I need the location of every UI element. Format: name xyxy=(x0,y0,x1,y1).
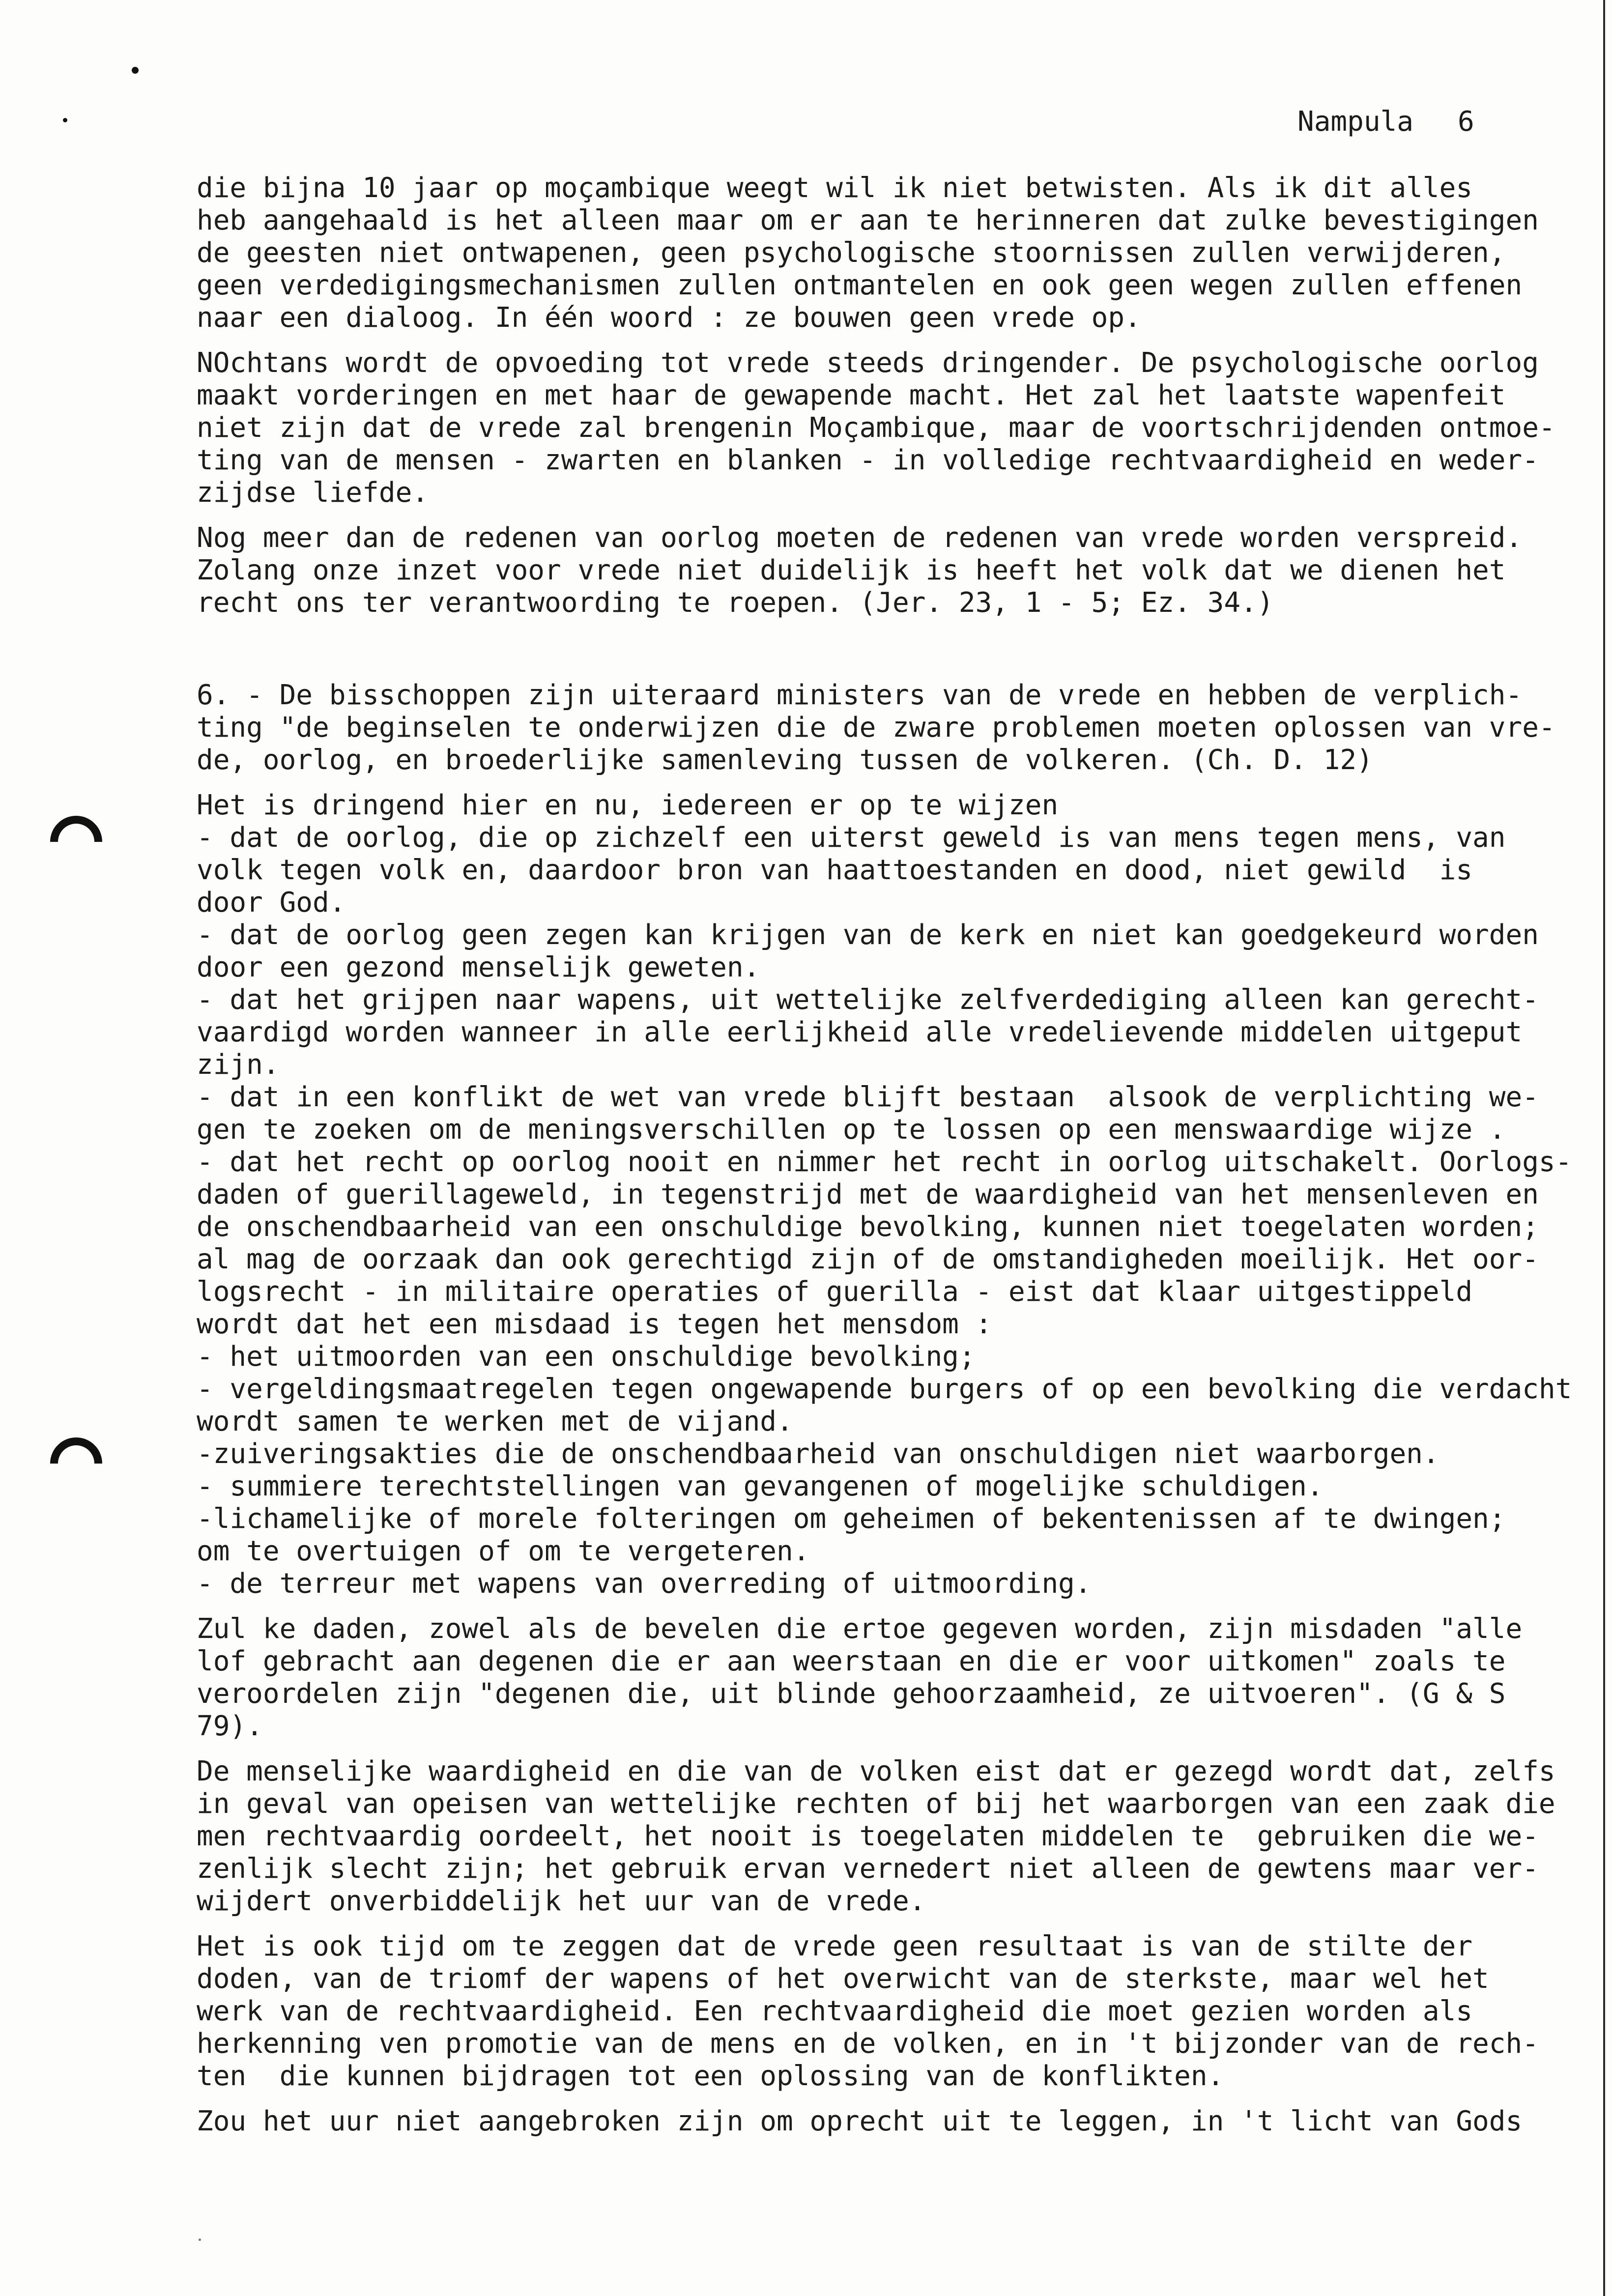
text-line: geen verdedigingsmechanismen zullen ontmantelen en ook geen wegen zullen effenen xyxy=(197,269,1523,301)
list-line: logsrecht - in militaire operaties of guerilla - eist dat klaar uitgestippeld xyxy=(197,1276,1473,1308)
paragraph xyxy=(197,1755,1573,1918)
text-line: maakt vorderingen en met haar de gewapende macht. Het zal het laatste wapenfeit xyxy=(197,379,1506,411)
text-line: in geval van opeisen van wettelijke rechten of bij het waarborgen van een zaak die xyxy=(197,1788,1555,1820)
text-line: 6. - De bisschoppen zijn uiteraard ministers van de vrede en hebben de verplich- xyxy=(197,679,1523,711)
list-line: om te overtuigen of om te vergeteren. xyxy=(197,1535,810,1567)
paragraph xyxy=(197,522,1573,619)
text-line: Nog meer dan de redenen van oorlog moeten de redenen van vrede worden verspreid. xyxy=(197,522,1523,554)
text-line: lof gebracht aan degenen die er aan weerstaan en die er voor uitkomen" zoals te xyxy=(197,1645,1506,1677)
text-line: recht ons ter verantwoording te roepen. (Jer. 23, 1 - 5; Ez. 34.) xyxy=(197,587,1274,619)
list-line: - dat het grijpen naar wapens, uit wettelijke zelfverdediging alleen kan gerecht- xyxy=(197,984,1539,1016)
page-header xyxy=(1297,106,1474,138)
text-line: NOchtans wordt de opvoeding tot vrede steeds dringender. De psychologische oorlog xyxy=(197,347,1539,379)
text-line: naar een dialoog. In één woord : ze bouwen geen vrede op. xyxy=(197,302,1141,334)
text-line: ting van de mensen - zwarten en blanken - in volledige rechtvaardigheid en weder- xyxy=(197,444,1539,476)
scan-speck xyxy=(199,2239,201,2241)
text-line: De menselijke waardigheid en die van de volken eist dat er gezegd wordt dat, zelfs xyxy=(197,1755,1555,1787)
punch-hole-mark xyxy=(39,1427,113,1500)
text-line: Zolang onze inzet voor vrede niet duidelijk is heeft het volk dat we dienen het xyxy=(197,554,1506,586)
paragraph-list xyxy=(197,789,1573,1600)
paragraph xyxy=(197,1930,1573,2093)
scan-edge-line xyxy=(1603,0,1605,2296)
text-line: men rechtvaardig oordeelt, het nooit is toegelaten middelen te gebruiken die we- xyxy=(197,1820,1539,1852)
text-line: werk van de rechtvaardigheid. Een rechtvaardigheid die moet gezien worden als xyxy=(197,1995,1473,2027)
text-line: Het is dringend hier en nu, iedereen er op te wijzen xyxy=(197,789,1059,821)
scan-speck xyxy=(132,67,139,74)
text-line: zijdse liefde. xyxy=(197,477,429,509)
punch-hole-mark xyxy=(39,805,113,879)
text-line: de, oorlog, en broederlijke samenleving tussen de volkeren. (Ch. D. 12) xyxy=(197,744,1373,776)
text-line: veroordelen zijn "degenen die, uit blinde gehoorzaamheid, ze uitvoeren". (G & S xyxy=(197,1678,1506,1710)
list-line: - dat de oorlog, die op zichzelf een uiterst geweld is van mens tegen mens, van xyxy=(197,822,1506,854)
list-line: - vergeldingsmaatregelen tegen ongewapende burgers of op een bevolking die verdacht xyxy=(197,1373,1572,1405)
list-line: gen te zoeken om de meningsverschillen op te lossen op een menswaardige wijze . xyxy=(197,1114,1506,1146)
paragraph xyxy=(197,347,1573,509)
text-line: ten die kunnen bijdragen tot een oplossing van de konflikten. xyxy=(197,2060,1224,2092)
text-line: 79). xyxy=(197,1710,263,1742)
paragraph xyxy=(197,2105,1573,2138)
text-line: die bijna 10 jaar op moçambique weegt wil ik niet betwisten. Als ik dit alles xyxy=(197,172,1473,204)
text-line: niet zijn dat de vrede zal brengenin Moçambique, maar de voortschrijdenden ontmoe- xyxy=(197,412,1555,444)
list-line: - de terreur met wapens van overreding of uitmoording. xyxy=(197,1568,1092,1600)
list-line: - dat het recht op oorlog nooit en nimmer het recht in oorlog uitschakelt. Oorlogs- xyxy=(197,1146,1572,1178)
text-line: Zou het uur niet aangebroken zijn om oprecht uit te leggen, in 't licht van Gods xyxy=(197,2105,1523,2137)
header-place: Nampula xyxy=(1297,106,1414,138)
list-line: - het uitmoorden van een onschuldige bevolking; xyxy=(197,1341,976,1373)
list-line: - summiere terechtstellingen van gevangenen of mogelijke schuldigen. xyxy=(197,1470,1324,1502)
list-line: volk tegen volk en, daardoor bron van haattoestanden en dood, niet gewild is xyxy=(197,854,1473,886)
text-line: heb aangehaald is het alleen maar om er aan te herinneren dat zulke bevestigingen xyxy=(197,204,1539,236)
list-line: daden of guerillageweld, in tegenstrijd met de waardigheid van het mensenleven en xyxy=(197,1178,1539,1210)
list-line: wordt samen te werken met de vijand. xyxy=(197,1406,793,1437)
list-line: al mag de oorzaak dan ook gerechtigd zijn of de omstandigheden moeilijk. Het oor- xyxy=(197,1243,1539,1275)
text-line: Zul ke daden, zowel als de bevelen die ertoe gegeven worden, zijn misdaden "alle xyxy=(197,1613,1523,1645)
list-line: door God. xyxy=(197,887,346,918)
paragraph-section-6 xyxy=(197,679,1573,776)
list-line: vaardigd worden wanneer in alle eerlijkheid alle vredelievende middelen uitgeput xyxy=(197,1016,1523,1048)
list-line: de onschendbaarheid van een onschuldige bevolking, kunnen niet toegelaten worden; xyxy=(197,1211,1539,1243)
scan-speck xyxy=(63,118,67,122)
text-line: de geesten niet ontwapenen, geen psychologische stoornissen zullen verwijderen, xyxy=(197,237,1506,269)
text-line: herkenning ven promotie van de mens en de volken, en in 't bijzonder van de rech- xyxy=(197,2028,1539,2060)
list-line: -lichamelijke of morele folteringen om geheimen of bekentenissen af te dwingen; xyxy=(197,1503,1506,1535)
list-line: - dat de oorlog geen zegen kan krijgen van de kerk en niet kan goedgekeurd worden xyxy=(197,919,1539,951)
page-number: 6 xyxy=(1458,106,1474,138)
body-text xyxy=(197,172,1573,2138)
text-line: ting "de beginselen te onderwijzen die de zware problemen moeten oplossen van vre- xyxy=(197,712,1555,744)
paragraph xyxy=(197,172,1573,334)
list-line: door een gezond menselijk geweten. xyxy=(197,951,760,983)
list-line: - dat in een konflikt de wet van vrede blijft bestaan alsook de verplichting we- xyxy=(197,1081,1539,1113)
text-line: zenlijk slecht zijn; het gebruik ervan vernedert niet alleen de gewtens maar ver- xyxy=(197,1853,1539,1885)
list-line: wordt dat het een misdaad is tegen het mensdom : xyxy=(197,1308,992,1340)
text-line: doden, van de triomf der wapens of het overwicht van de sterkste, maar wel het xyxy=(197,1963,1489,1995)
text-line: wijdert onverbiddelijk het uur van de vrede. xyxy=(197,1885,926,1917)
text-line: Het is ook tijd om te zeggen dat de vrede geen resultaat is van de stilte der xyxy=(197,1930,1473,1962)
paragraph xyxy=(197,1613,1573,1743)
list-line: zijn. xyxy=(197,1049,280,1081)
list-line: -zuiveringsakties die de onschendbaarheid van onschuldigen niet waarborgen. xyxy=(197,1438,1439,1470)
